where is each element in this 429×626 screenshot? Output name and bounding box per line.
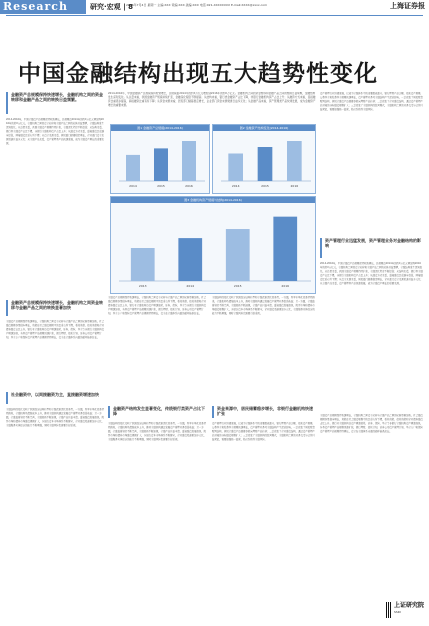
- bar: [182, 141, 196, 181]
- tick-label: 2015: [233, 284, 242, 288]
- section-title-4: 资金来源中，居民储蓄稳步增长，非银行金融机构快速扩张: [217, 406, 313, 416]
- bar: [228, 154, 243, 182]
- tick-label: 2014: [231, 184, 240, 188]
- section-title-1: 金融资产总规模保持快速增长，金融机构之间资金转移与金融产品之间的转换显著加快: [11, 300, 103, 310]
- chart-3-plot: [113, 205, 313, 289]
- section-name: 研究·宏观 | 8: [90, 3, 133, 11]
- bar: [131, 248, 155, 281]
- page-header: [0, 0, 429, 14]
- bar: [287, 141, 302, 181]
- body-column-1: 2014-2016年，中国金融资产总规模保持较快增长，总规模由2014年的约X万亿元增加到2016年的约X万亿元。金融机构之间的资金转移和金融产品之间的转换日益频繁，金融结构发生深刻变化。从总量来看，我国金融资产规模持续扩张，金融深化程度不断提高；从结构来看，银行类金融资产占比下降，非银行金融机构资产占比上升；从融资方式来看，直接融资比重逐步提高，间接融资比重有所下降；从资金来源来看，居民部门储蓄稳定增长，企业部门资金来源渠道日益多元化；从金融产品来看，资产管理类产品快速发展，成为金融资产增长的重要来源。: [6, 118, 104, 146]
- body-column-1b: 金融资产总规模保持快速增长，金融机构之间资金转移与金融产品之间的转换显著加快。社会融资规模存量稳步增长，贷款在社会融资规模中的比重有所下降，委托贷款、信托贷款和企业债券融资占比上升。银行业金融机构总资产增速放缓，证券、保险、基金等非银行金融机构资产增速加快，各类资产管理产品规模迅速扩张，银行理财、信托计划、证券公司资产管理计划、基金专户和保险资产管理产品规模持续增长，资金在金融体系内部的循环链条拉长。: [6, 320, 104, 340]
- article-headline: 中国金融结构出现五大趋势性变化: [18, 60, 378, 87]
- chart-1-plot: [113, 133, 207, 189]
- chart-2-title: 图2 金融资产结构变化(2014-2016): [213, 125, 315, 131]
- subhead-accent: [6, 392, 8, 404]
- chart-1-title: 图1 金融资产总规模(2014-2016): [111, 125, 209, 131]
- body-column-4b: 2014-2016年，中国金融资产总规模保持较快增长，总规模由2014年的约X万亿元增加到2016年的约X万亿元。金融机构之间的资金转移和金融产品之间的转换日益频繁，金融结构发生深刻变化。从总量来看，我国金融资产规模持续扩张，金融深化程度不断提高；从结构来看，银行类金融资产占比下降，非银行金融机构资产占比上升；从融资方式来看，直接融资比重逐步提高，间接融资比重有所下降；从资金来源来看，居民部门储蓄稳定增长，企业部门资金来源渠道日益多元化；从金融产品来看，资产管理类产品快速发展，成为金融资产增长的重要来源。: [320, 262, 423, 286]
- subhead-accent: [6, 92, 8, 114]
- tick-label: 2016: [281, 284, 290, 288]
- bar: [154, 148, 168, 181]
- chart-3: [110, 196, 316, 294]
- section-label: Research: [3, 0, 68, 13]
- section-title-3: 金融资产结构发生显著变化，传统银行类资产占比下降: [113, 406, 205, 416]
- chart-2-plot: [215, 133, 313, 189]
- subhead-accent: [6, 300, 8, 316]
- bar: [126, 155, 140, 181]
- intro-subhead: 金融资产总规模保持快速增长，金融机构之间的资金转移和金融产品之间的转换日益频繁。: [11, 92, 103, 102]
- bar: [258, 147, 273, 181]
- subhead-accent: [212, 406, 214, 418]
- newspaper-brand: 上海证券报: [390, 1, 425, 10]
- bar: [226, 229, 250, 281]
- chart-2: [212, 124, 316, 194]
- section-title-5: 资产管理行业迅猛发展，资产管理业务对金融结构的影响: [325, 238, 421, 248]
- header-rule: [6, 15, 423, 16]
- footer-sub: SSRI: [394, 610, 401, 614]
- body-column-3b: 资产管理行业迅猛发展，已成为金融体系中的重要组成部分。银行理财产品余额、信托资产规模、公募基金和私募基金规模快速增长，资产管理业务对金融结构产生深远影响。一是改变了居民财富配置结构，居民金融资产由储蓄存款向理财产品转移；二是改变了企业融资结构，通过资产管理产品对接的非标融资规模扩大；三是改变了金融机构的经营模式，金融机构之间的业务交叉与合作日益紧密，需要加强统一监管，防范系统性金融风险。: [212, 422, 315, 442]
- tick-label: 2015: [157, 184, 165, 188]
- tick-label: 2013: [138, 284, 147, 288]
- body-column-2: 金融资产总规模保持快速增长，金融机构之间资金转移与金融产品之间的转换显著加快。社会融资规模存量稳步增长，贷款在社会融资规模中的比重有所下降，委托贷款、信托贷款和企业债券融资占比上升。银行业金融机构总资产增速放缓，证券、保险、基金等非银行金融机构资产增速加快，各类资产管理产品规模迅速扩张，银行理财、信托计划、证券公司资产管理计划、基金专户和保险资产管理产品规模持续增长，资金在金融体系内部的循环链条拉长。: [108, 296, 207, 316]
- section-title-2: 社会融资中，以间接融资为主，直接融资增速加快: [11, 392, 99, 397]
- chart-1: [110, 124, 210, 194]
- footer-brand: 上证研究院: [394, 602, 425, 609]
- subhead-accent: [108, 406, 110, 418]
- body-column-3: 金融结构的变化反映了我国经济结构转型和金融改革深化的进程。一方面，利率市场化改革持续推进，金融机构负债端成本上升，推动金融机构通过发展资产管理业务提高收益；另一方面，金融监管制度不断完善，金融创新不断涌现，金融产品日益丰富。直接融资发展加快，股票市场和债券市场融资规模扩大，多层次资本市场体系不断健全，企业融资渠道更加多元化，金融服务实体经济的能力不断增强，同时金融风险也需要引起重视。: [212, 296, 315, 316]
- body-column-2b: 金融结构的变化反映了我国经济结构转型和金融改革深化的进程。一方面，利率市场化改革持续推进，金融机构负债端成本上升，推动金融机构通过发展资产管理业务提高收益；另一方面，金融监管制度不断完善，金融创新不断涌现，金融产品日益丰富。直接融资发展加快，股票市场和债券市场融资规模扩大，多层次资本市场体系不断健全，企业融资渠道更加多元化，金融服务实体经济的能力不断增强，同时金融风险也需要引起重视。: [108, 422, 207, 442]
- barcode-icon: [386, 602, 392, 618]
- tick-label: 2014: [186, 284, 195, 288]
- subhead-accent: [320, 238, 322, 258]
- chart-3-title: 图3 金融机构资产规模与结构(2014-2016): [111, 197, 315, 203]
- body-column-4c: 金融资产总规模保持快速增长，金融机构之间资金转移与金融产品之间的转换显著加快。社会融资规模存量稳步增长，贷款在社会融资规模中的比重有所下降，委托贷款、信托贷款和企业债券融资占比上升。银行业金融机构总资产增速放缓，证券、保险、基金等非银行金融机构资产增速加快，各类资产管理产品规模迅速扩张，银行理财、信托计划、证券公司资产管理计划、基金专户和保险资产管理产品规模持续增长，资金在金融体系内部的循环链条拉长。: [320, 414, 423, 434]
- tick-label: 2015: [261, 184, 269, 188]
- bar: [178, 238, 202, 281]
- tick-label: 2016: [290, 184, 299, 188]
- header-meta: 2016年7月4日 星期一 主编:XXX 责编:XXX 美编:XXX 电话:021-XXXXXXXX E-mail:XXXX@xxxx.com: [126, 3, 268, 7]
- bar: [273, 217, 297, 281]
- body-column-4: 资产管理行业迅猛发展，已成为金融体系中的重要组成部分。银行理财产品余额、信托资产规模、公募基金和私募基金规模快速增长，资产管理业务对金融结构产生深远影响。一是改变了居民财富配置结构，居民金融资产由储蓄存款向理财产品转移；二是改变了企业融资结构，通过资产管理产品对接的非标融资规模扩大；三是改变了金融机构的经营模式，金融机构之间的业务交叉与合作日益紧密，需要加强统一监管，防范系统性金融风险。: [320, 92, 423, 112]
- lead-paragraph: 2014-2016年，中国金融资产总规模保持较快增长，总规模由2014年的约X万亿元增加到2016年的约X万亿元。金融机构之间的资金转移和金融产品之间的转换日益频繁，金融结构发生深刻变化。从总量来看，我国金融资产规模持续扩张，金融深化程度不断提高；从结构来看，银行类金融资产占比下降，非银行金融机构资产占比上升；从融资方式来看，直接融资比重逐步提高，间接融资比重有所下降；从资金来源来看，居民部门储蓄稳定增长，企业部门资金来源渠道日益多元化；从金融产品来看，资产管理类产品快速发展，成为金融资产增长的重要来源。: [108, 92, 316, 108]
- body-column-1c: 金融结构的变化反映了我国经济结构转型和金融改革深化的进程。一方面，利率市场化改革持续推进，金融机构负债端成本上升，推动金融机构通过发展资产管理业务提高收益；另一方面，金融监管制度不断完善，金融创新不断涌现，金融产品日益丰富。直接融资发展加快，股票市场和债券市场融资规模扩大，多层次资本市场体系不断健全，企业融资渠道更加多元化，金融服务实体经济的能力不断增强，同时金融风险也需要引起重视。: [6, 408, 104, 428]
- tick-label: 2014: [129, 184, 137, 188]
- tick-label: 2016: [185, 184, 193, 188]
